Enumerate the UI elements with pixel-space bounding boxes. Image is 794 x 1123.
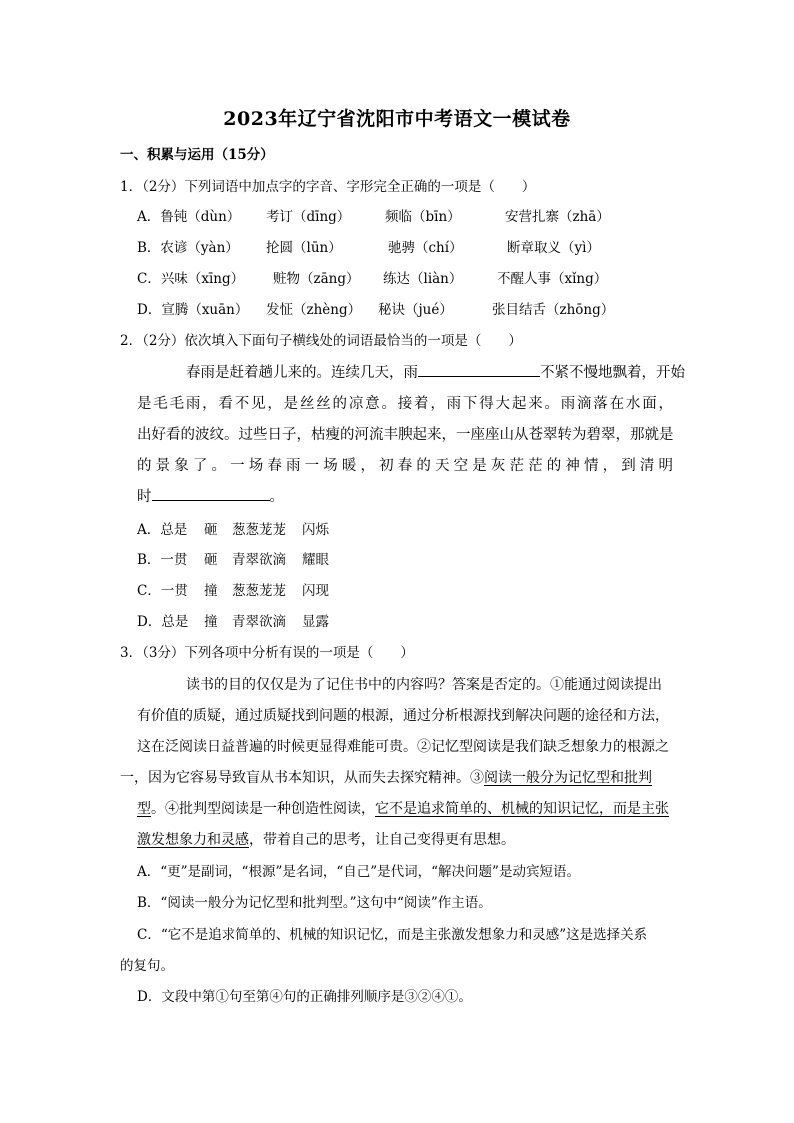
option-term: A．鲁钝（dùn） (137, 209, 241, 225)
question-3-option-d: D．文段中第①句至第④句的正确排列顺序是③②④①。 (137, 989, 472, 1005)
passage-text: 时 (137, 489, 152, 505)
option-term: 葱葱茏茏 (232, 522, 286, 538)
passage-line: 是毛毛雨，看不见，是丝丝的凉意。接着，雨下得大起来。雨滴落在水面， (137, 396, 673, 412)
option-term: 抡圆（lūn） (266, 240, 342, 256)
passage-line: 这在泛阅读日益普遍的时候更显得难能可贵。②记忆型阅读是我们缺乏想象力的根源之 (137, 739, 669, 755)
underlined-text: 它不是追求简单的、机械的知识记忆，而是主张 (375, 801, 669, 817)
passage-line: 出好看的波纹。过些日子，枯瘦的河流丰腴起来，一座座山从苍翠转为碧翠，那就是 (137, 427, 674, 443)
option-term: 显露 (302, 614, 329, 630)
option-term: 张目结舌（zhōng） (492, 302, 615, 318)
option-term: 闪烁 (302, 522, 329, 538)
underlined-text: 型 (137, 801, 151, 817)
question-1-stem: 1．（2分）下列词语中加点字的字音、字形完全正确的一项是（ ） (120, 179, 536, 195)
passage-text: 春雨是赶着趟儿来的。连续几天，雨 (186, 365, 418, 381)
passage-line (120, 763, 674, 794)
option-term: B．一贯 (137, 552, 188, 568)
option-term: 练达（liàn） (383, 271, 463, 287)
question-3-passage (120, 670, 674, 856)
option-term: 驰骋（chí） (388, 240, 463, 256)
passage-text: ，带着自己的思考，让自己变得更有思想。 (249, 832, 515, 848)
option-term: 闪现 (302, 583, 329, 599)
passage-line (137, 794, 674, 825)
option-term: D．总是 (137, 614, 189, 630)
option-term: 秘诀（jué） (378, 302, 453, 318)
question-3-stem: 3．（3分）下列各项中分析有误的一项是（ ） (120, 645, 414, 661)
question-3-option-c-cont: 的复句。 (120, 958, 174, 974)
section-heading: 一、积累与运用（15分） (120, 147, 274, 163)
passage-text: 不紧不慢地飘着，开始 (540, 365, 685, 381)
underlined-text: 阅读一般分为记忆型和批判 (484, 770, 652, 786)
option-term: C．兴味（xīng） (137, 271, 245, 287)
passage-text: 。 (269, 489, 284, 505)
option-term: 不醒人事（xǐng） (497, 271, 608, 287)
option-term: 频临（bīn） (385, 209, 461, 225)
passage-line: 的景象了。一场春雨一场暖，初春的天空是灰茫茫的神情，到清明 (137, 458, 673, 474)
option-term: 耀眼 (302, 552, 329, 568)
question-3-option-a: A．“更”是副词，“根源”是名词，“自己”是代词，“解决问题”是动宾短语。 (137, 864, 580, 880)
question-3-option-b: B．“阅读一般分为记忆型和批判型。”这句中“阅读”作主语。 (137, 895, 492, 911)
option-term: 考订（dīng） (266, 209, 351, 225)
passage-line: 有价值的质疑，通过质疑找到问题的根源，通过分析根源找到解决问题的途径和方法， (137, 708, 669, 724)
option-term: 赃物（zāng） (273, 271, 360, 287)
passage-line (137, 358, 685, 389)
option-term: B．农谚（yàn） (137, 240, 239, 256)
question-3-option-c: C．“它不是追求简单的、机械的知识记忆，而是主张激发想象力和灵感”这是选择关系 (137, 927, 648, 943)
underlined-text: 激发想象力和灵感 (137, 832, 249, 848)
option-term: A．总是 (137, 522, 188, 538)
option-term: D．宣腾（xuān） (137, 302, 249, 318)
question-2-passage (137, 358, 685, 513)
passage-line (137, 825, 674, 856)
question-2-stem: 2．（2分）依次填入下面句子横线处的词语最恰当的一项是（ ） (120, 333, 522, 349)
option-term: 砸 (204, 552, 218, 568)
option-term: 撞 (204, 614, 218, 630)
option-term: 发怔（zhèng） (266, 302, 362, 318)
option-term: 砸 (204, 522, 218, 538)
passage-line (137, 482, 673, 513)
page-title: 2023年辽宁省沈阳市中考语文一模试卷 (223, 108, 571, 130)
passage-text: 一，因为它容易导致盲从书本知识，从而失去探究精神。③ (120, 770, 484, 786)
option-term: C．一贯 (137, 583, 188, 599)
passage-line: 读书的目的仅仅是为了记住书中的内容吗？答案是否定的。①能通过阅读提出 (186, 677, 662, 693)
option-term: 葱葱茏茏 (232, 583, 286, 599)
fill-blank-1 (418, 360, 540, 377)
option-term: 断章取义（yì） (507, 240, 600, 256)
fill-blank-2 (152, 484, 270, 501)
option-term: 青翠欲滴 (232, 614, 286, 630)
option-term: 青翠欲滴 (232, 552, 286, 568)
option-term: 撞 (204, 583, 218, 599)
option-term: 安营扎寨（zhā） (505, 209, 610, 225)
passage-text: 。④批判型阅读是一种创造性阅读， (151, 801, 375, 817)
